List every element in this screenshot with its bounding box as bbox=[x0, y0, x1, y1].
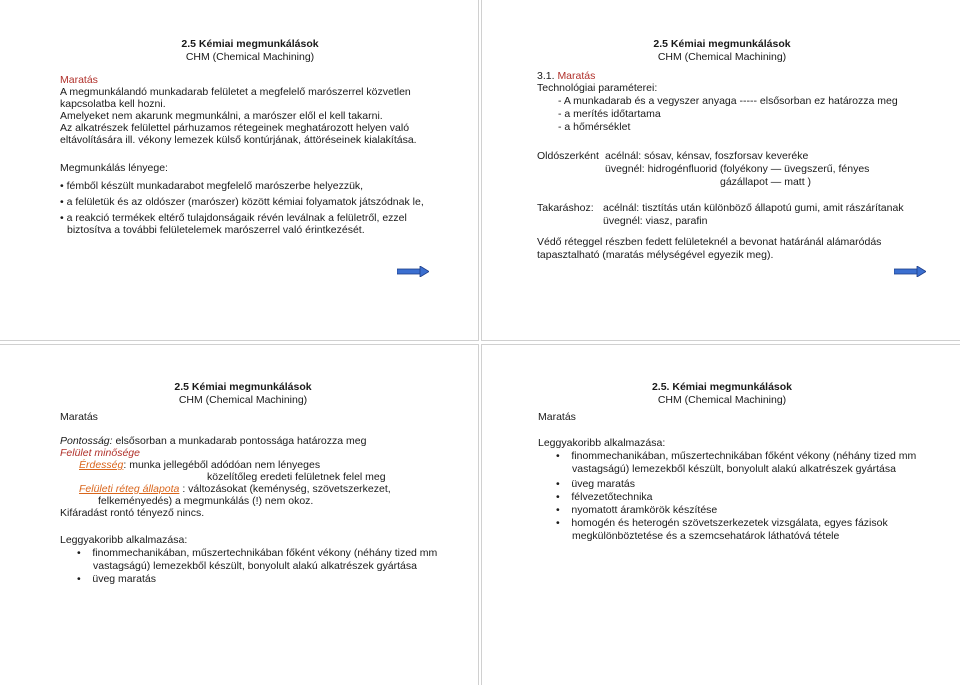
list-item-continuation: vastagságú) lemezekből készült, bonyolult alakú alkatrészek gyártása bbox=[93, 560, 417, 572]
cover-steel: acélnál: tisztítás után különböző állapotú gumi, amit rászárítanak bbox=[603, 202, 904, 214]
section-number: 3.1. bbox=[537, 70, 555, 82]
list-item: • a reakció termékek eltérő tulajdonságaik révén leválnak a felületről, ezzel bbox=[60, 212, 407, 224]
slide-header bbox=[622, 38, 822, 64]
text-line: eltávolítására ill. vékony lemezek külső kontúrjának, áttöréseinek kialakítása. bbox=[60, 134, 417, 146]
slide-2 bbox=[481, 0, 960, 341]
roughness-text: : munka jellegéből adódóan nem lényeges bbox=[123, 459, 321, 471]
accuracy-label: Pontosság: bbox=[60, 435, 113, 447]
list-item: • üveg maratás bbox=[556, 478, 635, 490]
list-item: • nyomatott áramkörök készítése bbox=[556, 504, 718, 516]
list-item-text: finommechanikában, műszertechnikában főként vékony (néhány tized mm bbox=[92, 547, 438, 559]
slide-title: 2.5. Kémiai megmunkálások bbox=[651, 381, 793, 393]
solvent-steel: acélnál: sósav, kénsav, foszforsav keveréke bbox=[605, 150, 809, 162]
cover-label: Takaráshoz: bbox=[537, 202, 594, 214]
list-item-text: finommechanikában, műszertechnikában főként vékony (néhány tized mm bbox=[571, 450, 917, 462]
slide-title: 2.5 Kémiai megmunkálások bbox=[174, 381, 312, 393]
slide-3 bbox=[0, 344, 479, 685]
slide-subtitle: CHM (Chemical Machining) bbox=[185, 51, 315, 63]
text-line: Amelyeket nem akarunk megmunkálni, a marószer elől el kell takarni. bbox=[60, 110, 383, 122]
slide-title: 2.5 Kémiai megmunkálások bbox=[653, 38, 791, 50]
slide-heading: Maratás bbox=[60, 411, 98, 423]
param-label: Technológiai paraméterei: bbox=[537, 82, 658, 94]
slide-heading: Maratás bbox=[538, 411, 576, 423]
note-line: Védő réteggel részben fedett felületeknél a bevonat határánál alámaródás bbox=[537, 236, 882, 248]
subheading: Megmunkálás lényege: bbox=[60, 162, 168, 174]
text-line: Az alkatrészek felülettel párhuzamos rétegeinek meghatározott helyen való bbox=[60, 122, 410, 134]
param-item: - a merítés időtartama bbox=[558, 108, 661, 120]
note-line: tapasztalható (maratás mélységével egyezik meg). bbox=[537, 249, 774, 261]
accuracy-line bbox=[60, 435, 366, 448]
arrow-right-icon[interactable] bbox=[397, 266, 429, 277]
apps-label: Leggyakoribb alkalmazása: bbox=[60, 534, 188, 546]
list-item-text: fémből készült munkadarabot megfelelő marószerbe helyezzük, bbox=[66, 180, 364, 192]
slide-4 bbox=[481, 344, 960, 685]
list-item-text: a felületük és az oldószer (marószer) között kémiai folyamatok játszódnak le, bbox=[66, 196, 424, 208]
list-item: • félvezetőtechnika bbox=[556, 491, 653, 503]
slide-subtitle: CHM (Chemical Machining) bbox=[178, 394, 308, 406]
list-item-text: üveg maratás bbox=[571, 478, 635, 490]
slide-header bbox=[622, 381, 822, 407]
param-item: - a hőmérséklet bbox=[558, 121, 631, 133]
solvent-glass: üvegnél: hidrogénfluorid (folyékony — üvegszerű, fényes bbox=[605, 163, 870, 175]
list-item: • fémből készült munkadarabot megfelelő marószerbe helyezzük, bbox=[60, 180, 364, 192]
layer-line bbox=[79, 483, 391, 496]
list-item-continuation: biztosítva a további felületelemek marószerrel való érintkezését. bbox=[67, 224, 365, 236]
roughness-line bbox=[79, 459, 320, 472]
list-item: • a felületük és az oldószer (marószer) között kémiai folyamatok játszódnak le, bbox=[60, 196, 424, 208]
roughness-label: Érdesség bbox=[79, 459, 124, 471]
section-title: Maratás bbox=[557, 70, 596, 82]
accuracy-text: elsősorban a munkadarab pontossága határozza meg bbox=[112, 435, 367, 447]
slide-subtitle: CHM (Chemical Machining) bbox=[657, 394, 787, 406]
slide-1 bbox=[0, 0, 479, 341]
layer-cont: felkeményedés) a megmunkálás (!) nem okoz. bbox=[98, 495, 314, 507]
text-line: kapcsolatba kell hozni. bbox=[60, 98, 166, 110]
list-item-text: félvezetőtechnika bbox=[571, 491, 653, 503]
list-item: • finommechanikában, műszertechnikában főként vékony (néhány tized mm bbox=[556, 450, 917, 462]
text-line: A megmunkálandó munkadarab felületet a megfelelő marószerrel közvetlen bbox=[60, 86, 411, 98]
list-item: • finommechanikában, műszertechnikában főként vékony (néhány tized mm bbox=[77, 547, 438, 559]
apps-label: Leggyakoribb alkalmazása: bbox=[538, 437, 666, 449]
layer-label: Felületi réteg állapota bbox=[79, 483, 180, 495]
list-item-text: homogén és heterogén szövetszerkezetek vizsgálata, egyes fázisok bbox=[571, 517, 888, 529]
surface-label: Felület minősége bbox=[60, 447, 140, 459]
list-item-continuation: megkülönböztetése és a szemcsehatárok láthatóvá tétele bbox=[572, 530, 840, 542]
layer-text: : változásokat (keménység, szövetszerkezet, bbox=[179, 483, 391, 495]
slide-header bbox=[143, 381, 343, 407]
solvent-glass-cont: gázállapot — matt ) bbox=[720, 176, 812, 188]
solvent-label: Oldószerként bbox=[537, 150, 599, 162]
list-item-text: a reakció termékek eltérő tulajdonságaik révén leválnak a felületről, ezzel bbox=[66, 212, 407, 224]
list-item: • homogén és heterogén szövetszerkezetek vizsgálata, egyes fázisok bbox=[556, 517, 888, 529]
list-item: • üveg maratás bbox=[77, 573, 156, 585]
slide-subtitle: CHM (Chemical Machining) bbox=[657, 51, 787, 63]
slide-title: 2.5 Kémiai megmunkálások bbox=[181, 38, 319, 50]
list-item-text: üveg maratás bbox=[92, 573, 156, 585]
roughness-cont: közelítőleg eredeti felületnek felel meg bbox=[207, 471, 386, 483]
section-heading bbox=[537, 70, 595, 83]
param-item: - A munkadarab és a vegyszer anyaga ----- elsősorban ez határozza meg bbox=[558, 95, 898, 107]
slide-header bbox=[150, 38, 350, 64]
slide-heading: Maratás bbox=[60, 74, 98, 86]
list-item-continuation: vastagságú) lemezekből készült, bonyolult alakú alkatrészek gyártása bbox=[572, 463, 896, 475]
cover-glass: üvegnél: viasz, parafin bbox=[603, 215, 708, 227]
fatigue-note: Kifáradást rontó tényező nincs. bbox=[60, 507, 205, 519]
arrow-right-icon[interactable] bbox=[894, 266, 926, 277]
list-item-text: nyomatott áramkörök készítése bbox=[571, 504, 718, 516]
